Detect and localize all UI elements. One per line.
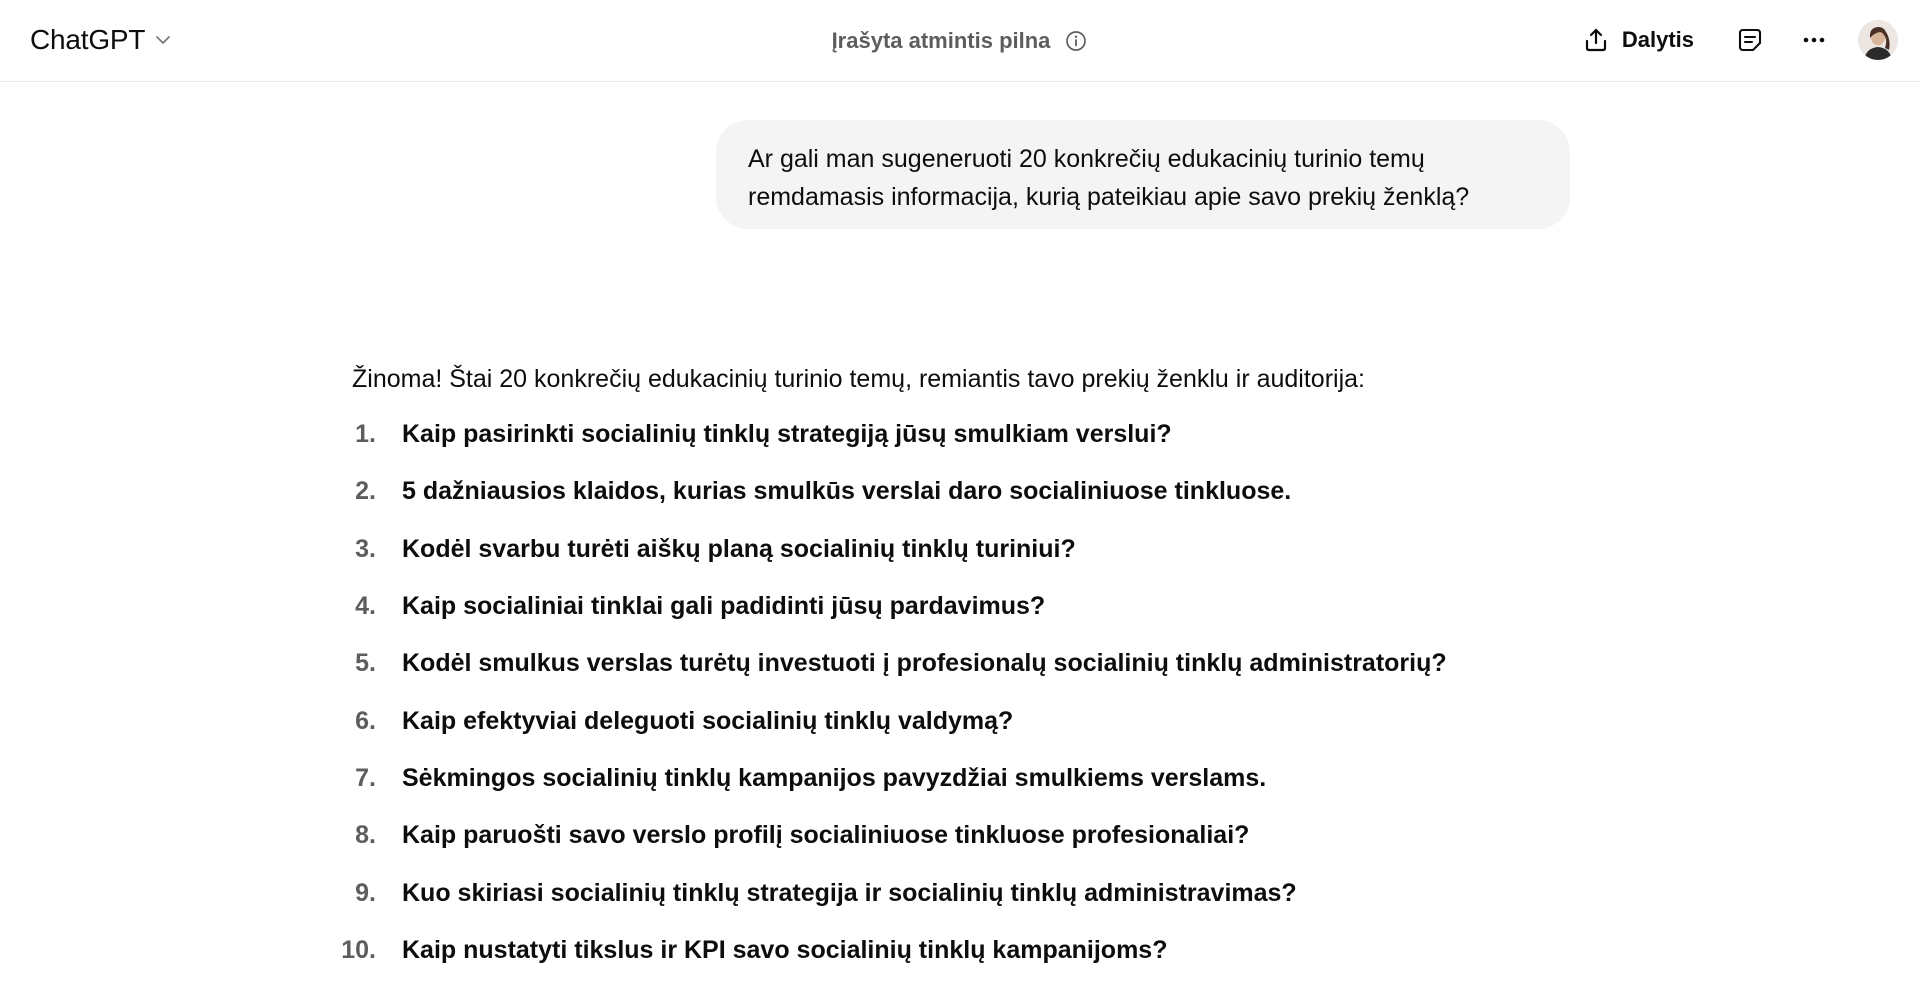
user-message: Ar gali man sugeneruoti 20 konkrečių edukacinių turinio temų remdamasis informacija, kurią pateikiau apie savo prekių ženklą? bbox=[716, 120, 1570, 229]
list-item-text: 5 dažniausios klaidos, kurias smulkūs verslai daro socialiniuose tinkluose. bbox=[402, 477, 1292, 506]
list-item bbox=[341, 922, 1552, 979]
avatar[interactable] bbox=[1858, 20, 1898, 60]
list-item bbox=[352, 807, 1552, 864]
share-label: Dalytis bbox=[1621, 27, 1694, 52]
model-name: ChatGPT bbox=[30, 24, 146, 55]
list-item-text: Kaip efektyviai deleguoti socialinių tinklų valdymą? bbox=[402, 706, 1014, 735]
list-number: 4. bbox=[355, 592, 376, 621]
list-item bbox=[352, 521, 1552, 578]
list-number: 6. bbox=[355, 706, 376, 735]
list-item-text: Kuo skiriasi socialinių tinklų strategija ir socialinių tinklų administravimas? bbox=[402, 878, 1297, 907]
more-horizontal-icon bbox=[1800, 26, 1828, 54]
list-item bbox=[352, 463, 1552, 520]
list-number: 9. bbox=[355, 878, 376, 907]
note-icon bbox=[1736, 26, 1764, 54]
list-item-text: Kaip paruošti savo verslo profilį socialiniuose tinkluose profesionaliai? bbox=[402, 821, 1250, 850]
list-number: 1. bbox=[355, 420, 376, 449]
list-item-text: Kodėl svarbu turėti aiškų planą socialinių tinklų turiniui? bbox=[402, 534, 1076, 563]
list-number: 5. bbox=[355, 649, 376, 678]
list-item bbox=[352, 692, 1552, 749]
header-actions bbox=[1570, 17, 1898, 63]
assistant-intro: Žinoma! Štai 20 konkrečių edukacinių turinio temų, remiantis tavo prekių ženklu ir auditorija: bbox=[352, 365, 1365, 393]
topic-list bbox=[341, 406, 1552, 979]
list-number: 7. bbox=[355, 763, 376, 792]
list-item bbox=[352, 864, 1552, 921]
list-item bbox=[352, 406, 1552, 463]
list-number: 10. bbox=[341, 935, 376, 964]
list-item bbox=[352, 578, 1552, 635]
memory-status-text: Įrašyta atmintis pilna bbox=[831, 28, 1051, 53]
list-item-text: Kodėl smulkus verslas turėtų investuoti į profesionalų socialinių tinklų administratorių? bbox=[402, 649, 1447, 678]
list-item-text: Sėkmingos socialinių tinklų kampanijos pavyzdžiai smulkiems verslams. bbox=[402, 763, 1267, 792]
list-item-text: Kaip nustatyti tikslus ir KPI savo socialinių tinklų kampanijoms? bbox=[402, 935, 1168, 964]
upload-icon bbox=[1582, 26, 1610, 54]
more-options-button[interactable] bbox=[1794, 20, 1834, 60]
list-item bbox=[352, 750, 1552, 807]
list-item-text: Kaip pasirinkti socialinių tinklų strategiją jūsų smulkiam verslui? bbox=[402, 420, 1172, 449]
list-number: 2. bbox=[355, 477, 376, 506]
list-number: 3. bbox=[355, 534, 376, 563]
list-item-text: Kaip socialiniai tinklai gali padidinti jūsų pardavimus? bbox=[402, 592, 1046, 621]
list-item bbox=[352, 635, 1552, 692]
top-bar bbox=[0, 0, 1920, 82]
assistant-message bbox=[341, 360, 1552, 979]
list-number: 8. bbox=[355, 821, 376, 850]
notes-button[interactable] bbox=[1730, 20, 1770, 60]
info-icon[interactable] bbox=[1064, 29, 1088, 53]
share-button[interactable] bbox=[1570, 18, 1706, 62]
